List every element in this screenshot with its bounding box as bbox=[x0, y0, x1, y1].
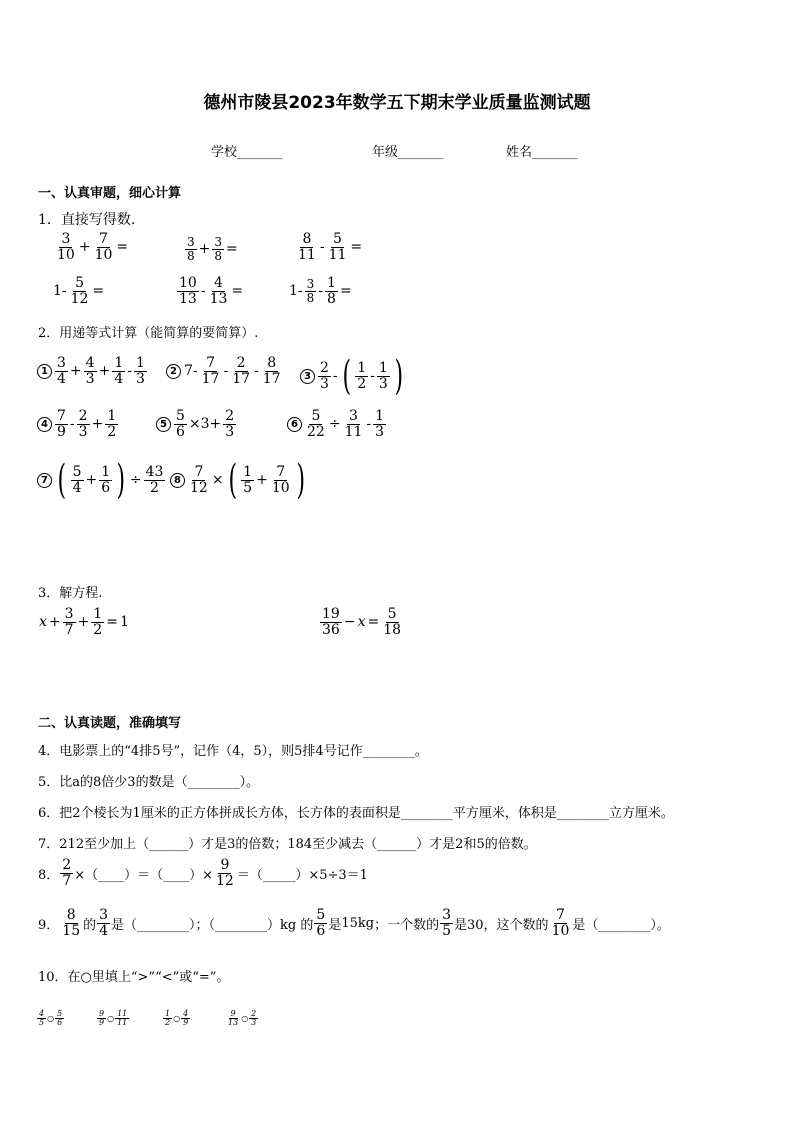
question-1: 1．直接写得数. bbox=[38, 212, 136, 228]
q3-equation-2: $\frac{19}{36}$ − x = $\frac{5}{18}$ bbox=[322, 606, 402, 638]
q10-compare-3: $\frac{1}{2}$ ○ $\frac{4}{9}$ bbox=[165, 1009, 189, 1028]
circled-number-6: 6 bbox=[287, 417, 302, 432]
q2-expression-7: 7 ( $\frac{5}{4}$ + $\frac{1}{6}$ ) ÷ $\frac{43}{2}$ bbox=[37, 460, 166, 500]
question-9: 9． $\frac{8}{15}$ 的 $\frac{3}{4}$ 是（________）；（________）kg 的 $\frac{5}{6}$ 是 15kg ；一个数的 $\frac{3}{5}$ 是30，这个数的 $\frac{7}{10}$ 是（________）。 bbox=[38, 907, 670, 939]
question-7: 7．212至少加上（______）才是3的倍数；184至少减去（______）才是2和5的倍数。 bbox=[38, 837, 537, 852]
circled-number-5: 5 bbox=[156, 417, 171, 432]
q2-expression-6: 6 $\frac{5}{22}$ ÷ $\frac{3}{11}$ - $\frac{1}{3}$ bbox=[287, 409, 387, 439]
question-8: 8． $\frac{2}{7}$ ×（____）＝（____）× $\frac{9}{12}$ ＝（_____）×5÷3＝1 bbox=[38, 857, 368, 889]
q2-expression-4: 4 $\frac{7}{9}$ - $\frac{2}{3}$ + $\frac{1}{2}$ bbox=[37, 409, 119, 439]
circled-number-4: 4 bbox=[37, 417, 52, 432]
q1-item-6: 1- $\frac{3}{8}$ - $\frac{1}{8}$ = bbox=[289, 275, 352, 307]
q2-expression-3: 3 $\frac{2}{3}$ - ( $\frac{1}{2}$ - $\frac{1}{3}$ ) bbox=[300, 356, 406, 396]
page-title: 德州市陵县2023年数学五下期末学业质量监测试题 bbox=[203, 93, 591, 113]
q2-expression-5: 5 $\frac{5}{6}$ ×3+ $\frac{2}{3}$ bbox=[156, 409, 237, 439]
q2-expression-2: 2 7- $\frac{7}{17}$ - $\frac{2}{17}$ - $\frac{8}{17}$ bbox=[166, 356, 284, 386]
grade-field: 年级_______ bbox=[372, 145, 444, 160]
circled-number-8: 8 bbox=[170, 473, 185, 488]
section1-heading: 一、认真审题，细心计算 bbox=[38, 186, 182, 201]
q1-item-2: $\frac{3}{8}$ + $\frac{3}{8}$ = bbox=[187, 235, 238, 263]
question-3: 3．解方程. bbox=[38, 586, 103, 601]
question-4: 4．电影票上的“4排5号”，记作（4，5），则5排4号记作________。 bbox=[38, 744, 428, 759]
q1-item-3: $\frac{8}{11}$ - $\frac{5}{11}$ = bbox=[298, 231, 363, 263]
q1-item-5: $\frac{10}{13}$ - $\frac{4}{13}$ = bbox=[179, 275, 244, 307]
circled-number-7: 7 bbox=[37, 473, 52, 488]
section2-heading: 二、认真读题，准确填写 bbox=[38, 716, 182, 731]
question-5: 5．比a的8倍少3的数是（________）。 bbox=[38, 775, 260, 790]
q3-equation-1: x + $\frac{3}{7}$ + $\frac{1}{2}$ = 1 bbox=[39, 606, 129, 638]
q2-expression-8: 8 $\frac{7}{12}$ × ( $\frac{1}{5}$ + $\frac{7}{10}$ ) bbox=[170, 460, 308, 500]
q2-expression-1: 1 $\frac{3}{4}$ + $\frac{4}{3}$ + $\frac{1}{4}$ - $\frac{1}{3}$ bbox=[37, 356, 148, 386]
q10-compare-1: $\frac{4}{5}$ ○ $\frac{5}{6}$ bbox=[39, 1009, 63, 1028]
question-6: 6．把2个棱长为1厘米的正方体拼成长方体，长方体的表面积是________平方厘米，体积是________立方厘米。 bbox=[38, 806, 674, 821]
circled-number-3: 3 bbox=[300, 369, 315, 384]
circled-number-2: 2 bbox=[166, 364, 181, 379]
name-field: 姓名_______ bbox=[506, 145, 578, 160]
school-field: 学校_______ bbox=[211, 145, 283, 160]
question-2: 2．用递等式计算（能简算的要简算）. bbox=[38, 326, 259, 341]
circled-number-1: 1 bbox=[37, 364, 52, 379]
q10-compare-4: $\frac{9}{13}$ ○ $\frac{2}{3}$ bbox=[228, 1009, 257, 1028]
q1-item-4: 1- $\frac{5}{12}$ = bbox=[53, 275, 105, 307]
q1-item-1: $\frac{3}{10}$ + $\frac{7}{10}$ = bbox=[57, 231, 129, 263]
question-10: 10．在○里填上“>”“<”或“=”。 bbox=[38, 970, 230, 985]
q10-compare-2: $\frac{9}{9}$ ○ $\frac{11}{11}$ bbox=[99, 1009, 128, 1028]
